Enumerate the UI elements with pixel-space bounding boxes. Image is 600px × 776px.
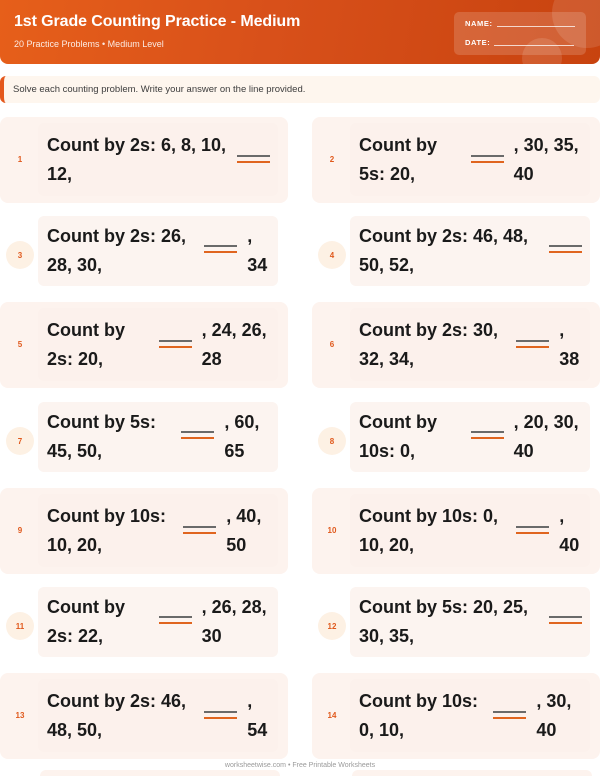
problem-text-after: , 40 (559, 505, 580, 555)
name-label: NAME: (465, 19, 493, 28)
problem-box (38, 679, 278, 752)
page-footer: worksheetwise.com • Free Printable Worksheets (224, 762, 376, 769)
problem-card (312, 117, 600, 203)
date-label: DATE: (465, 38, 491, 47)
problem-text-after: , 30, 40 (536, 690, 572, 740)
problem-text-after: , 24, 26, 28 (201, 319, 267, 369)
problem-box (38, 402, 278, 472)
problem-number: 7 (6, 427, 34, 455)
problem-number: 1 (17, 154, 23, 164)
page-title: 1st Grade Counting Practice - Medium (14, 13, 301, 30)
problem-text: Count by 2s: 6, 8, 10, 12, (47, 134, 227, 184)
answer-blank[interactable] (159, 616, 192, 638)
problem-text: Count by 5s: 45, 50, (47, 412, 157, 461)
problem-number: 6 (329, 339, 335, 349)
problem-text: Count by 10s: 10, 20, (47, 505, 167, 555)
date-field[interactable] (465, 38, 574, 47)
problem-box (350, 679, 590, 752)
problem-box (350, 308, 590, 381)
answer-blank[interactable] (549, 616, 582, 638)
problem-text: Count by 2s: 46, 48, 50, (47, 690, 187, 740)
problem-number: 8 (318, 427, 346, 455)
problem-text: Count by 10s: 0, (359, 412, 437, 461)
problem-text-after: , 26, 28, 30 (201, 597, 267, 646)
worksheet-header (0, 0, 600, 64)
name-field[interactable] (465, 19, 575, 28)
problem-text: Count by 2s: 26, 28, 30, (47, 226, 187, 275)
answer-blank[interactable] (204, 245, 237, 267)
problem-number: 5 (17, 339, 23, 349)
answer-blank[interactable] (549, 245, 582, 267)
answer-blank[interactable] (471, 155, 504, 177)
problem-box (350, 587, 590, 657)
problem-card (312, 213, 600, 299)
problem-box (350, 402, 590, 472)
next-card-edge (40, 770, 280, 776)
problem-box (38, 587, 278, 657)
problem-number: 12 (318, 612, 346, 640)
problem-card (312, 302, 600, 388)
problem-card (0, 117, 288, 203)
name-line[interactable] (497, 26, 575, 27)
problem-text: Count by 2s: 30, 32, 34, (359, 319, 499, 369)
problem-card (312, 399, 600, 485)
problem-card (0, 673, 288, 759)
problem-text-after: , 54 (247, 690, 268, 740)
answer-blank[interactable] (516, 340, 549, 362)
problem-number: 14 (327, 710, 337, 720)
answer-blank[interactable] (183, 526, 216, 548)
answer-blank[interactable] (516, 526, 549, 548)
date-line[interactable] (494, 45, 574, 46)
problem-box (38, 308, 278, 381)
problem-box (350, 123, 590, 196)
problem-text: Count by 10s: 0, 10, (359, 690, 479, 740)
problem-number: 11 (6, 612, 34, 640)
problem-text-after: , 30, 35, 40 (513, 134, 579, 184)
answer-blank[interactable] (181, 431, 214, 453)
problem-text: Count by 2s: 20, (47, 319, 125, 369)
answer-blank[interactable] (159, 340, 192, 362)
problem-card (0, 399, 288, 485)
problem-box (38, 216, 278, 286)
problem-card (0, 488, 288, 574)
problem-text-after: , 34 (247, 226, 268, 275)
problem-text-after: , 20, 30, 40 (513, 412, 579, 461)
problem-text-after: , 60, 65 (224, 412, 260, 461)
problem-card (0, 302, 288, 388)
name-date-box (454, 12, 586, 55)
page-subtitle: 20 Practice Problems • Medium Level (14, 39, 164, 49)
answer-blank[interactable] (471, 431, 504, 453)
problem-number: 4 (318, 241, 346, 269)
problem-text: Count by 5s: 20, (359, 134, 437, 184)
problem-number: 2 (329, 154, 335, 164)
problem-text: Count by 5s: 20, 25, 30, 35, (359, 597, 529, 646)
problem-card (312, 673, 600, 759)
problem-card (0, 584, 288, 670)
problem-card (312, 488, 600, 574)
instructions-bar (0, 76, 600, 103)
problem-text-after: , 38 (559, 319, 580, 369)
problem-card (312, 584, 600, 670)
problem-box (350, 494, 590, 567)
problem-box (350, 216, 590, 286)
problem-number: 13 (15, 710, 25, 720)
answer-blank[interactable] (204, 711, 237, 733)
problem-number: 10 (327, 525, 337, 535)
problem-text: Count by 2s: 46, 48, 50, 52, (359, 226, 529, 275)
problem-text-after: , 40, 50 (226, 505, 262, 555)
problem-number: 3 (6, 241, 34, 269)
answer-blank[interactable] (493, 711, 526, 733)
problem-box (38, 123, 278, 196)
problem-card (0, 213, 288, 299)
instructions-text: Solve each counting problem. Write your answer on the line provided. (13, 84, 306, 95)
next-card-edge (352, 770, 592, 776)
answer-blank[interactable] (237, 155, 270, 177)
problem-text: Count by 10s: 0, 10, 20, (359, 505, 499, 555)
problem-text: Count by 2s: 22, (47, 597, 125, 646)
problem-box (38, 494, 278, 567)
problem-number: 9 (17, 525, 23, 535)
